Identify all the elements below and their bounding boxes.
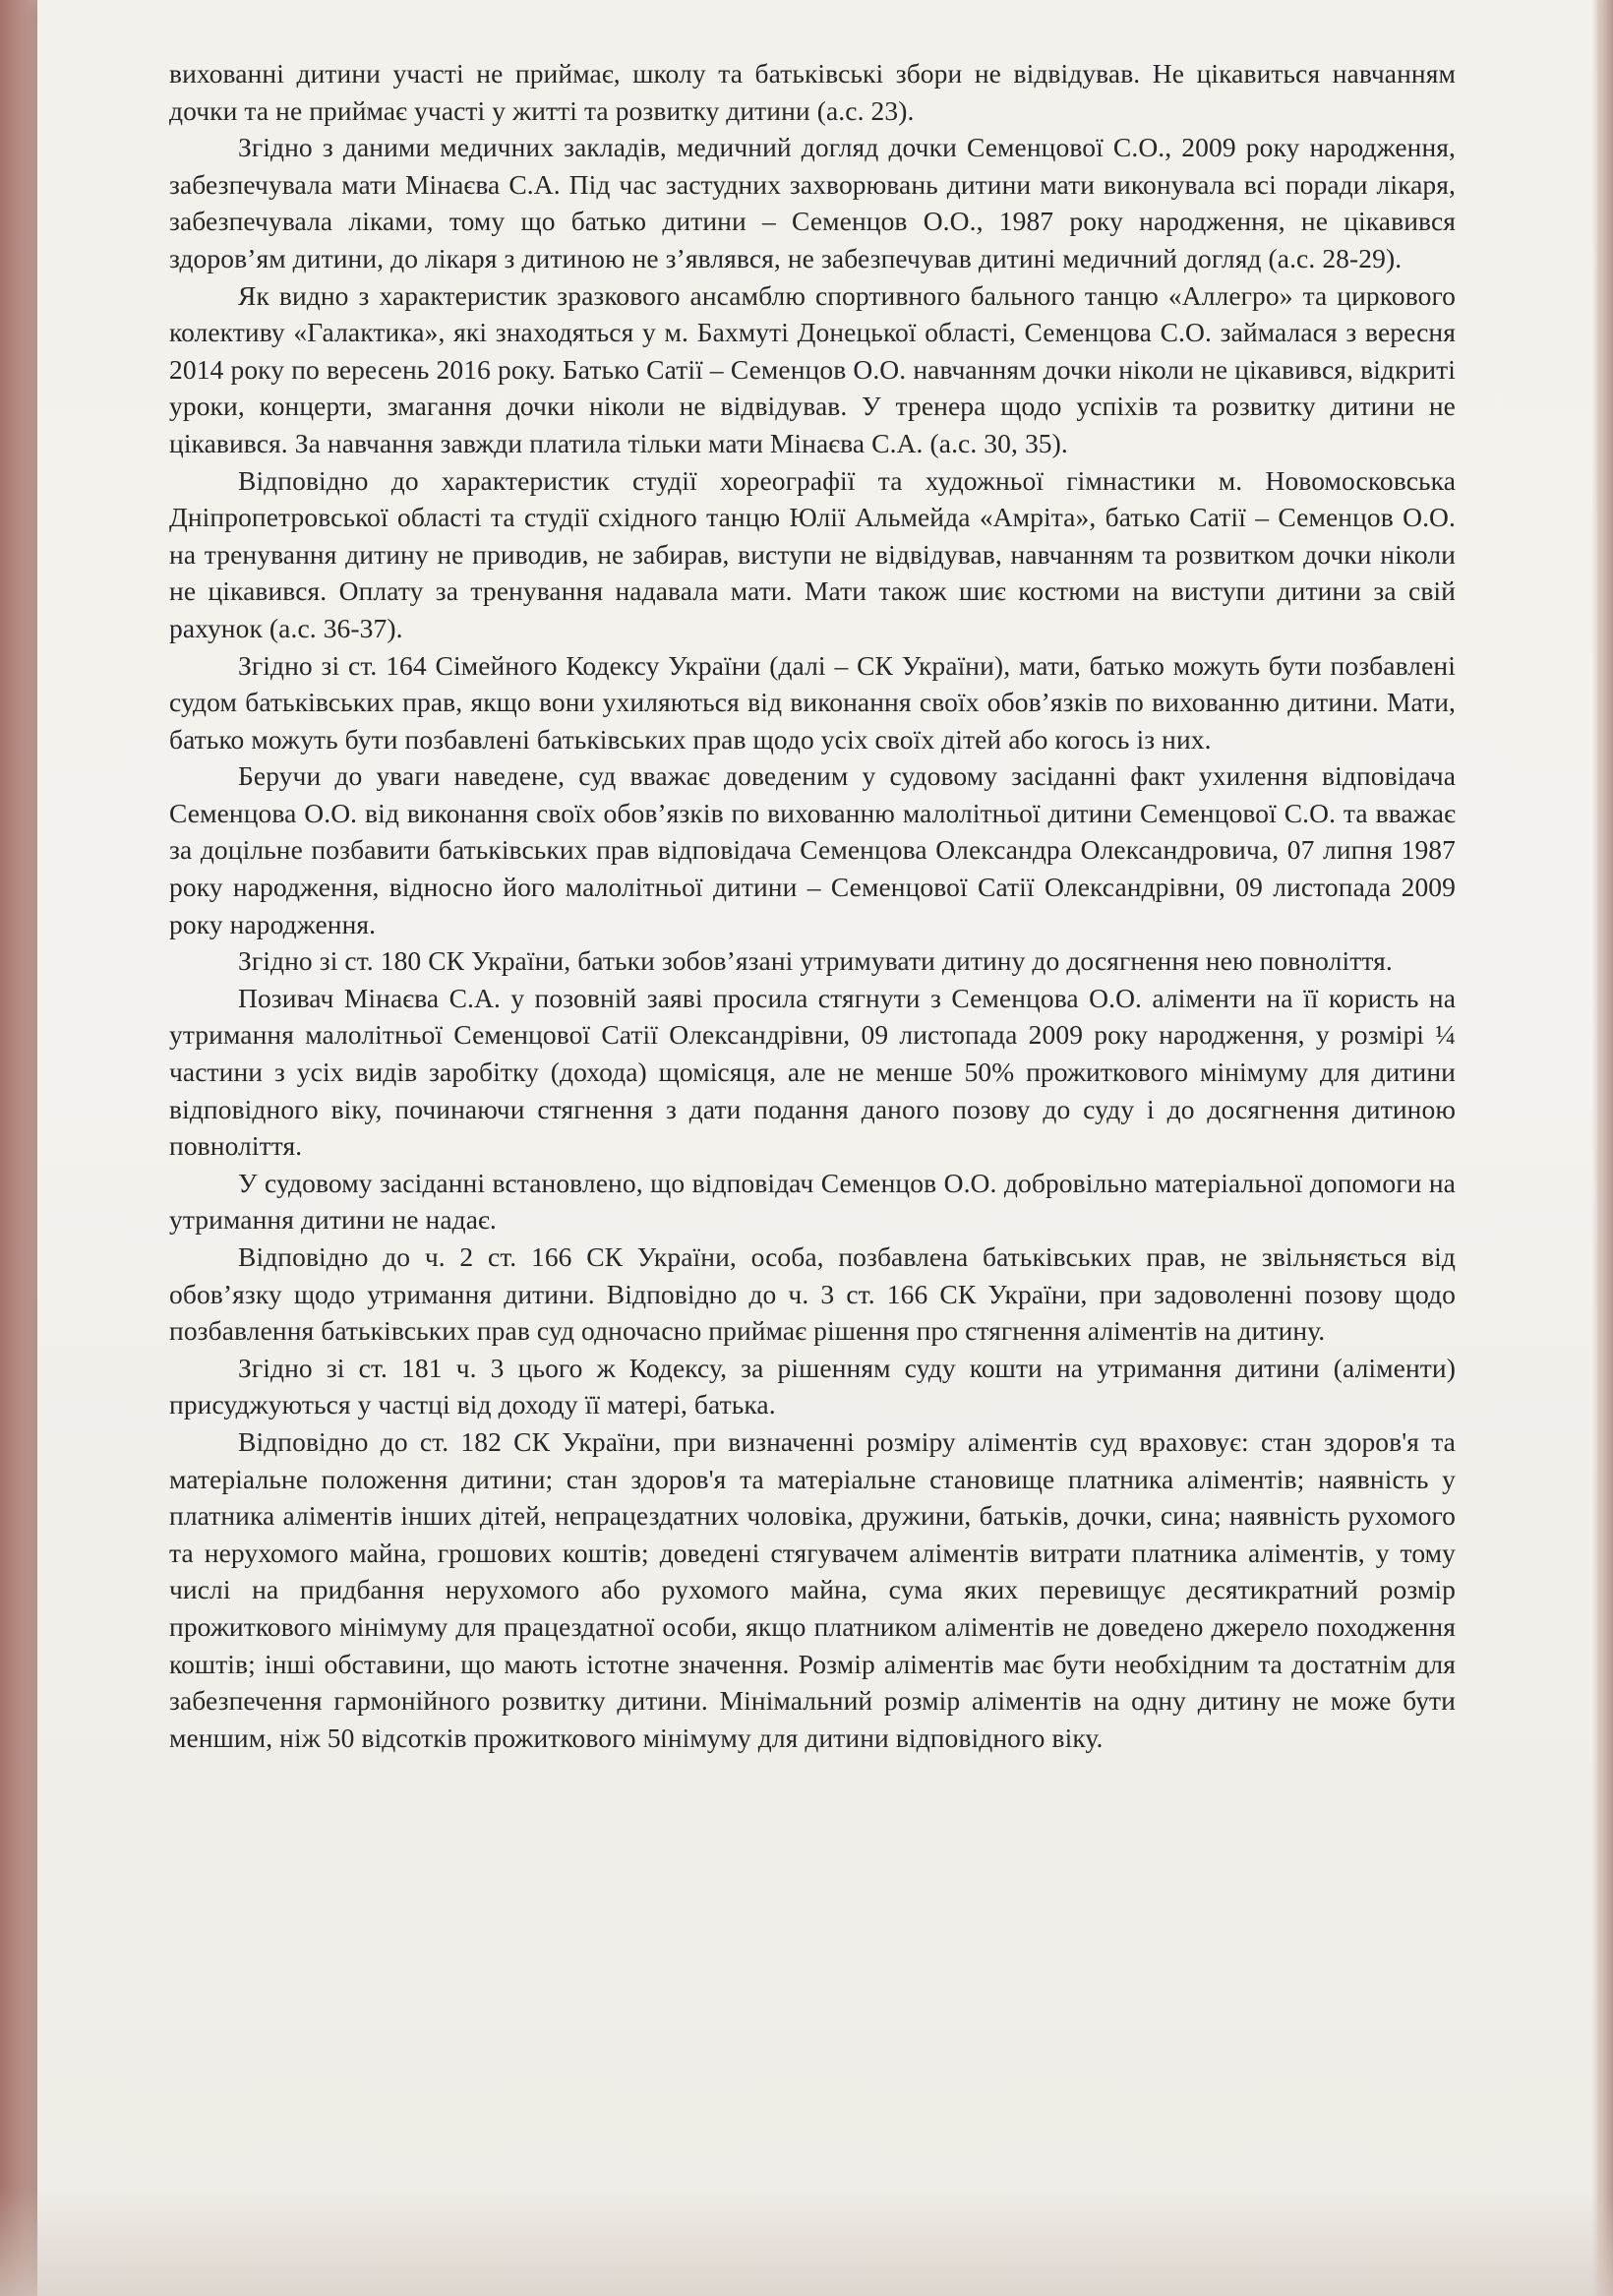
page-edge [1591,0,1613,2296]
paragraph-dance-ensemble: Як видно з характеристик зразкового ансамблю спортивного бального танцю «Аллегро» та циркового колективу «Галактика», які знаходяться у м. Бахмуті Донецької області, Семенцова С.О. займалася з вересня 2014 року по вересень 2016 року. Батько Сатії – Семенцов О.О. навчанням дочки ніколи не цікавився, відкриті уроки, концерти, змагання дочки ніколи не відвідував. У тренера щодо успіхів та розвитку дитини не цікавився. За навчання завжди платила тільки мати Мінаєва С.А. (а.с. 30, 35). [169,279,1456,458]
bottom-shading [0,2188,1613,2296]
paragraph-article-180: Згідно зі ст. 180 СК України, батьки зобов’язані утримувати дитину до досягнення нею повноліття. [238,945,1393,977]
paragraph-article-181: Згідно зі ст. 181 ч. 3 цього ж Кодексу, за рішенням суду кошти на утримання дитини (аліменти) присуджуються у частці від доходу її матері, батька. [169,1352,1456,1420]
paragraph-article-166: Відповідно до ч. 2 ст. 166 СК України, особа, позбавлена батьківських прав, не звільняється від обов’язку щодо утримання дитини. Відповідно до ч. 3 ст. 166 СК України, при задоволенні позову щодо позбавлення батьківських прав суд одночасно приймає рішення про стягнення аліментів на дитину. [169,1241,1456,1347]
paragraph-article-164: Згідно зі ст. 164 Сімейного Кодексу України (далі – СК України), мати, батько можуть бути позбавлені судом батьківських прав, якщо вони ухиляються від виконання своїх обов’язків по вихованню дитини. Мати, батько можуть бути позбавлені батьківських прав щодо усіх своїх дітей або когось із них. [169,649,1456,755]
paragraph-article-182: Відповідно до ст. 182 СК України, при визначенні розміру аліментів суд враховує: стан здоров'я та матеріальне положення дитини; стан здоров'я та матеріальне становище платника аліментів; наявність у платника аліментів інших дітей, непрацездатних чоловіка, дружини, батьків, дочки, сина; наявність рухомого та нерухомого майна, грошових коштів; доведені стягувачем аліментів витрати платника аліментів, у тому числі на придбання нерухомого або рухомого майна, сума яких перевищує десятикратний розмір прожиткового мінімуму для працездатної особи, якщо платником аліментів не доведено джерело походження коштів; інші обставини, що мають істотне значення. Розмір аліментів має бути необхідним та достатнім для забезпечення гармонійного розвитку дитини. Мінімальний розмір аліментів на одну дитину не може бути меншим, ніж 50 відсотків прожиткового мінімуму для дитини відповідного віку. [169,1425,1456,1753]
paragraph-medical-care: Згідно з даними медичних закладів, медичний догляд дочки Семенцової С.О., 2009 року народження, забезпечувала мати Мінаєва С.А. Під час застудних захворювань дитини мати виконувала всі поради лікаря, забезпечувала ліками, тому що батько дитини – Семенцов О.О., 1987 року народження, не цікавився здоров’ям дитини, до лікаря з дитиною не з’являвся, не забезпечував дитині медичний догляд (а.с. 28-29). [169,132,1456,273]
paragraph-claim-alimony: Позивач Мінаєва С.А. у позовній заяві просила стягнути з Семенцова О.О. аліменти на її користь на утримання малолітньої Семенцової Сатії Олександрівни, 09 листопада 2009 року народження, у розмірі ¼ частини з усіх видів заробітку (дохода) щомісяця, але не менше 50% прожиткового мінімуму для дитини відповідного віку, починаючи стягнення з дати подання даного позову до суду і до досягнення дитиною повноліття. [169,982,1456,1162]
paragraph-choreography-studio: Відповідно до характеристик студії хореографії та художньої гімнастики м. Новомосковська Дніпропетровської області та студії східного танцю Юлії Альмейда «Амріта», батько Сатії – Семенцов О.О. на тренування дитину не приводив, не забирав, виступи не відвідував, навчанням та розвитком дочки ніколи не цікавився. Оплату за тренування надавала мати. Мати також шиє костюми на виступи дитини за свій рахунок (а.с. 36-37). [169,464,1456,643]
paragraph-continuation: вихованні дитини участі не приймає, школу та батьківські збори не відвідував. Не цікавиться навчанням дочки та не приймає участі у житті та розвитку дитини (а.с. 23). [169,58,1456,126]
paragraph-no-support: У судовому засіданні встановлено, що відповідач Семенцов О.О. добровільно матеріальної допомоги на утримання дитини не надає. [169,1167,1456,1236]
document-body [169,55,1456,1756]
paragraph-court-conclusion: Беручи до уваги наведене, суд вважає доведеним у судовому засіданні факт ухилення відповідача Семенцова О.О. від виконання своїх обов’язків по вихованню малолітньої дитини Семенцової С.О. та вважає за доцільне позбавити батьківських прав відповідача Семенцова Олександра Олександровича, 07 липня 1987 року народження, відносно його малолітньої дитини – Семенцової Сатії Олександрівни, 09 листопада 2009 року народження. [169,760,1456,939]
